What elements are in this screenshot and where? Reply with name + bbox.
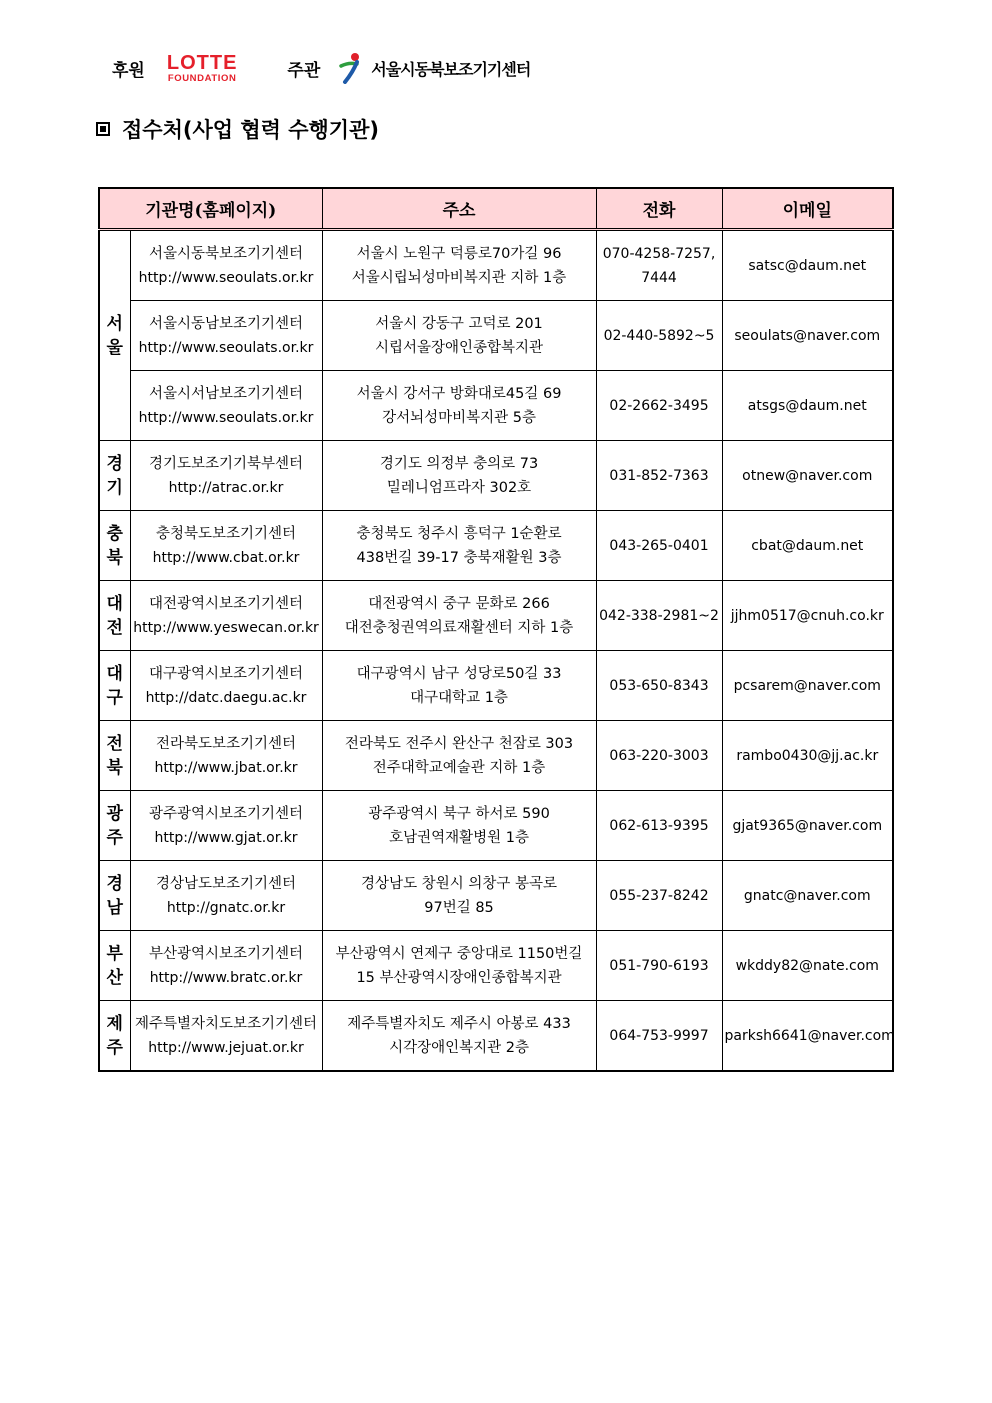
center-name-text: 서울시동북보조기기센터 — [148, 245, 304, 262]
center-name-cell — [130, 791, 322, 861]
region-cell — [99, 1001, 130, 1072]
address-line: 제주특별자치도 제주시 아봉로 433 — [347, 1015, 571, 1032]
phone-cell — [596, 441, 722, 511]
email-address[interactable]: satsc@daum.net — [748, 257, 867, 274]
column-header-phone: 전화 — [596, 188, 722, 230]
center-name-cell — [130, 301, 322, 371]
region-label: 충북 — [106, 523, 123, 568]
homepage-link[interactable]: http://gnatc.or.kr — [166, 899, 286, 916]
address-line: 충청북도 청주시 흥덕구 1순환로 — [356, 525, 562, 542]
phone-cell — [596, 721, 722, 791]
address-line: 서울시 강서구 방화대로45길 69 — [356, 385, 562, 402]
center-name-cell — [130, 581, 322, 651]
region-cell — [99, 931, 130, 1001]
address-line: 부산광역시 연제구 중앙대로 1150번길 — [335, 945, 583, 962]
address-line: 97번길 85 — [424, 899, 494, 916]
section-title-text: 접수처(사업 협력 수행기관) — [122, 118, 379, 142]
address-cell — [322, 441, 596, 511]
column-header-email: 이메일 — [722, 188, 893, 230]
column-header-address: 주소 — [322, 188, 596, 230]
phone-number: 053-650-8343 — [609, 677, 709, 694]
region-label: 경남 — [106, 873, 123, 918]
phone-cell — [596, 791, 722, 861]
email-cell — [722, 301, 893, 371]
address-line: 전라북도 전주시 완산구 천잠로 303 — [344, 735, 574, 752]
region-label: 대구 — [106, 663, 123, 708]
region-cell — [99, 441, 130, 511]
phone-cell — [596, 651, 722, 721]
homepage-link[interactable]: http://www.cbat.or.kr — [152, 549, 300, 566]
email-address[interactable]: cbat@daum.net — [751, 537, 864, 554]
center-name-text: 제주특별자치도보조기기센터 — [134, 1015, 318, 1032]
phone-number: 02-2662-3495 — [609, 397, 709, 414]
page-header — [112, 48, 530, 88]
address-line: 서울시 노원구 덕릉로70가길 96 — [356, 245, 562, 262]
center-name-cell — [130, 931, 322, 1001]
phone-cell — [596, 301, 722, 371]
phone-cell — [596, 581, 722, 651]
homepage-link[interactable]: http://atrac.or.kr — [168, 479, 284, 496]
table-row — [99, 371, 893, 441]
phone-cell — [596, 861, 722, 931]
table-row — [99, 791, 893, 861]
phone-number: 031-852-7363 — [609, 467, 709, 484]
email-address[interactable]: wkddy82@nate.com — [735, 957, 879, 974]
center-name-cell — [130, 371, 322, 441]
address-line: 15 부산광역시장애인종합복지관 — [356, 969, 562, 986]
address-cell — [322, 861, 596, 931]
phone-number: 062-613-9395 — [609, 817, 709, 834]
email-cell — [722, 230, 893, 301]
address-cell — [322, 791, 596, 861]
email-cell — [722, 1001, 893, 1072]
address-line: 경기도 의정부 충의로 73 — [379, 455, 539, 472]
homepage-link[interactable]: http://www.seoulats.or.kr — [138, 339, 314, 356]
table-row — [99, 301, 893, 371]
email-cell — [722, 931, 893, 1001]
address-line: 경상남도 창원시 의창구 봉곡로 — [361, 875, 557, 892]
phone-number: 070-4258-7257, — [602, 245, 716, 262]
address-cell — [322, 1001, 596, 1072]
phone-number: 063-220-3003 — [609, 747, 709, 764]
center-name-text: 서울시서남보조기기센터 — [148, 385, 304, 402]
region-cell — [99, 861, 130, 931]
region-label: 제주 — [106, 1013, 123, 1058]
address-line: 시립서울장애인종합복지관 — [374, 339, 544, 356]
address-line: 대구광역시 남구 성당로50길 33 — [356, 665, 562, 682]
center-name-text: 충청북도보조기기센터 — [155, 525, 297, 542]
email-address[interactable]: jjhm0517@cnuh.co.kr — [730, 607, 884, 624]
column-header-name: 기관명(홈페이지) — [99, 188, 322, 230]
host-label: 주관 — [287, 60, 321, 81]
center-name-text: 경상남도보조기기센터 — [155, 875, 297, 892]
phone-number: 02-440-5892~5 — [603, 327, 715, 344]
phone-number: 043-265-0401 — [609, 537, 709, 554]
email-cell — [722, 721, 893, 791]
email-cell — [722, 581, 893, 651]
phone-cell — [596, 230, 722, 301]
email-cell — [722, 861, 893, 931]
address-line: 광주광역시 북구 하서로 590 — [368, 805, 550, 822]
phone-number: 042-338-2981~2 — [599, 607, 719, 624]
phone-number: 7444 — [641, 269, 677, 286]
section-title — [96, 114, 379, 144]
email-address[interactable]: rambo0430@jj.ac.kr — [736, 747, 879, 764]
center-name-cell — [130, 230, 322, 301]
homepage-link[interactable]: http://www.jejuat.or.kr — [148, 1039, 304, 1056]
table-row — [99, 721, 893, 791]
address-line: 대전충청권역의료재활센터 지하 1층 — [344, 619, 574, 636]
region-cell — [99, 721, 130, 791]
address-line: 강서뇌성마비복지관 5층 — [382, 409, 536, 426]
center-name-cell — [130, 441, 322, 511]
center-name-cell — [130, 861, 322, 931]
center-name-text: 경기도보조기기북부센터 — [148, 455, 304, 472]
center-name-cell — [130, 511, 322, 581]
email-cell — [722, 651, 893, 721]
center-name-text: 서울시동남보조기기센터 — [148, 315, 304, 332]
email-address[interactable]: gjat9365@naver.com — [732, 817, 883, 834]
region-label: 광주 — [106, 803, 123, 848]
homepage-link[interactable]: http://datc.daegu.ac.kr — [145, 689, 307, 706]
region-cell — [99, 230, 130, 441]
region-label: 경기 — [106, 453, 123, 498]
table-body — [99, 230, 893, 1072]
region-label: 서울 — [106, 313, 123, 358]
contacts-table — [98, 187, 894, 1072]
table-row — [99, 931, 893, 1001]
email-address[interactable]: parksh6641@naver.com — [724, 1027, 895, 1044]
address-line: 밀레니엄프라자 302호 — [386, 479, 532, 496]
address-cell — [322, 651, 596, 721]
table-row — [99, 1001, 893, 1072]
phone-cell — [596, 1001, 722, 1072]
address-line: 서울시 강동구 고덕로 201 — [375, 315, 543, 332]
region-cell — [99, 511, 130, 581]
email-cell — [722, 371, 893, 441]
host-logo — [338, 52, 530, 84]
table-row — [99, 230, 893, 301]
region-label: 부산 — [106, 943, 123, 988]
address-cell — [322, 581, 596, 651]
sponsor-label: 후원 — [112, 60, 145, 81]
address-line: 시각장애인복지관 2층 — [389, 1039, 529, 1056]
address-line: 대전광역시 중구 문화로 266 — [368, 595, 550, 612]
address-cell — [322, 721, 596, 791]
center-name-text: 부산광역시보조기기센터 — [148, 945, 304, 962]
phone-number: 055-237-8242 — [609, 887, 709, 904]
email-address[interactable]: seoulats@naver.com — [734, 327, 881, 344]
region-cell — [99, 651, 130, 721]
center-name-text: 전라북도보조기기센터 — [155, 735, 297, 752]
address-cell — [322, 371, 596, 441]
email-cell — [722, 791, 893, 861]
filled-square-icon — [96, 122, 110, 136]
homepage-link[interactable]: http://www.seoulats.or.kr — [138, 269, 314, 286]
address-cell — [322, 931, 596, 1001]
email-cell — [722, 511, 893, 581]
address-cell — [322, 230, 596, 301]
homepage-link[interactable]: http://www.yeswecan.or.kr — [133, 619, 319, 636]
center-name-text: 대전광역시보조기기센터 — [148, 595, 304, 612]
region-label: 대전 — [106, 593, 123, 638]
center-name-cell — [130, 721, 322, 791]
homepage-link[interactable]: http://www.bratc.or.kr — [149, 969, 303, 986]
region-cell — [99, 581, 130, 651]
email-address[interactable]: gnatc@naver.com — [743, 887, 871, 904]
table-row — [99, 861, 893, 931]
phone-number: 051-790-6193 — [609, 957, 709, 974]
lotte-logo-sub: FOUNDATION — [167, 72, 237, 84]
address-cell — [322, 301, 596, 371]
phone-cell — [596, 371, 722, 441]
homepage-link[interactable]: http://www.gjat.or.kr — [154, 829, 298, 846]
address-line: 대구대학교 1층 — [410, 689, 508, 706]
address-cell — [322, 511, 596, 581]
region-label: 전북 — [106, 733, 123, 778]
email-cell — [722, 441, 893, 511]
address-line: 서울시립뇌성마비복지관 지하 1층 — [351, 269, 567, 286]
table-row — [99, 651, 893, 721]
address-line: 438번길 39-17 충북재활원 3층 — [356, 549, 562, 566]
center-name-text: 광주광역시보조기기센터 — [148, 805, 304, 822]
email-address[interactable]: pcsarem@naver.com — [733, 677, 881, 694]
lotte-logo-main: LOTTE — [166, 51, 238, 74]
email-address[interactable]: otnew@naver.com — [742, 467, 873, 484]
homepage-link[interactable]: http://www.jbat.or.kr — [154, 759, 298, 776]
lotte-foundation-logo — [167, 53, 238, 84]
table-row — [99, 511, 893, 581]
phone-number: 064-753-9997 — [609, 1027, 709, 1044]
region-cell — [99, 791, 130, 861]
center-name-cell — [130, 1001, 322, 1072]
email-address[interactable]: atsgs@daum.net — [747, 397, 867, 414]
address-line: 전주대학교예술관 지하 1층 — [372, 759, 546, 776]
table-header-row — [99, 188, 893, 230]
table-row — [99, 441, 893, 511]
phone-cell — [596, 511, 722, 581]
center-name-text: 대구광역시보조기기센터 — [148, 665, 304, 682]
address-line: 호남권역재활병원 1층 — [389, 829, 529, 846]
homepage-link[interactable]: http://www.seoulats.or.kr — [138, 409, 314, 426]
phone-cell — [596, 931, 722, 1001]
host-name: 서울시동북보조기기센터 — [371, 59, 531, 79]
table-row — [99, 581, 893, 651]
person-figure-logo-icon — [338, 52, 368, 84]
center-name-cell — [130, 651, 322, 721]
